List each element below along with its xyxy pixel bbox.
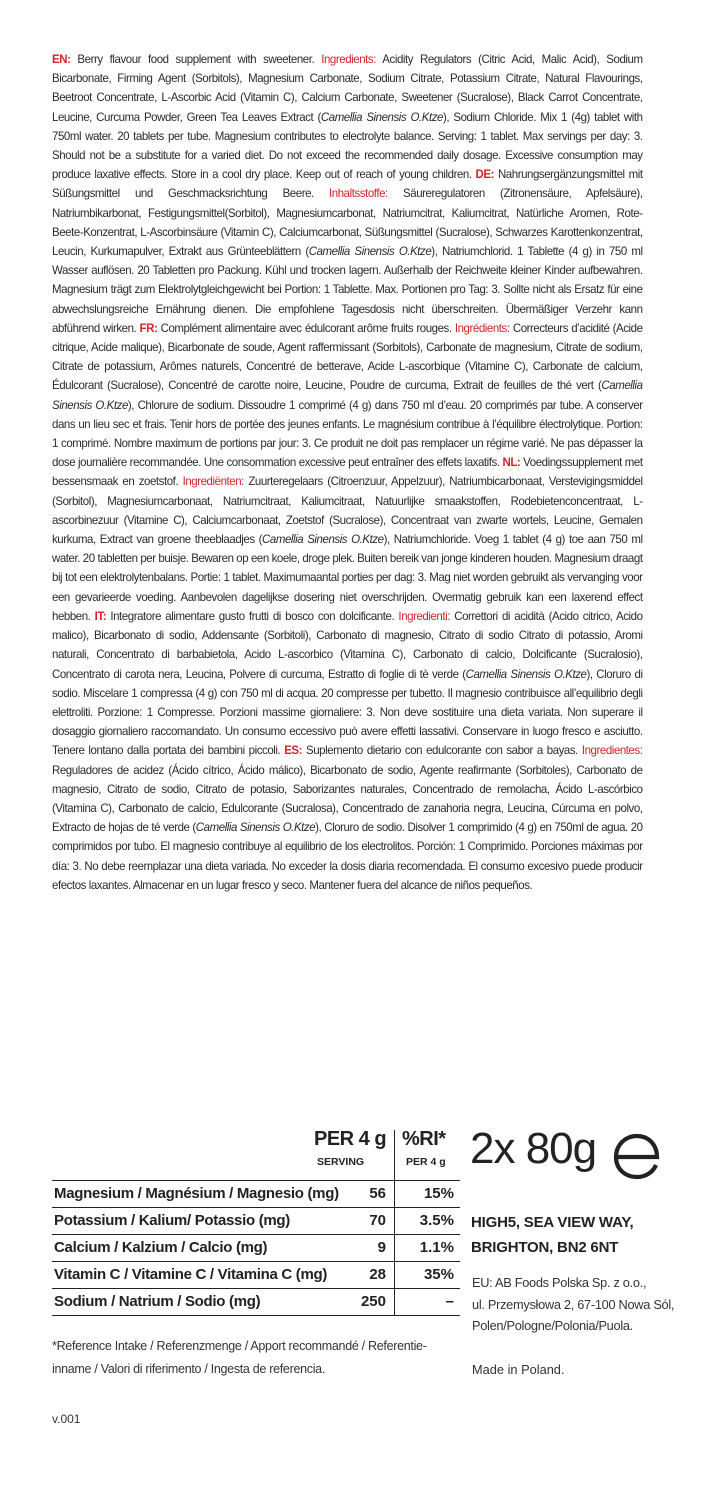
eu-line-1: EU: AB Foods Polska Sp. z o.o., [472, 1275, 647, 1290]
nutrient-ri: 1.1% [419, 1239, 454, 1256]
lang-code-nl: NL: [502, 455, 521, 470]
net-weight: 2x 80g [470, 1124, 597, 1173]
fr-latin-name: Camellia Sinensis O.Ktze [52, 378, 643, 412]
e-mark-icon [610, 1130, 664, 1182]
column-divider [394, 1289, 395, 1315]
ri-subheading: PER 4 g [406, 1156, 446, 1168]
nutrient-name: Magnesium / Magnésium / Magnesio (mg) [54, 1185, 339, 1202]
en-ingredients-text: Acidity Regulators (Citric Acid, Malic Acid), Sodium Bicarbonate, Firming Agent (Sorbitols), Magnesium Carbonate, Sodium Citrate, Potassium Citrate, Natural Flavourings, Beetroot Concentrate, L-Ascorbic Acid (Vitamin C), Calcium Carbonate, Sweetener (Sucralose), Black Carrot Concentrate, Leucine, Curcuma Powder, Green Tea Leaves Extract ( [52, 52, 643, 124]
nutrient-value: 250 [360, 1293, 386, 1310]
country-of-origin: Made in Poland. [472, 1362, 565, 1377]
es-ingredients-label: Ingredientes: [581, 743, 643, 758]
de-description: Nahrungsergänzungsmittel mit Süßungsmittel und Geschmacksrichtung Beere. [52, 167, 643, 201]
nutrition-table [52, 1128, 460, 1316]
nutrient-name: Potassium / Kalium/ Potassio (mg) [54, 1212, 290, 1229]
it-description: Integratore alimentare gusto frutti di bosco con dolcificante. [106, 608, 399, 623]
es-ingredients-text: Reguladores de acidez (Ácido cítrico, Ácido málico), Bicarbonato de sodio, Agente reafirmante (Sorbitoles), Carbonato de magnesio, Citrato de sodio, Citrato de potasio, Saborizantes naturales, Concentrado de remolacha, Ácido L-ascórbico (Vitamina C), Carbonato de calcio, Edulcorante (Sucralosa), Concentrado de zanahoria negra, Leucina, Cúrcuma en polvo, Extracto de hojas de té verde ( [52, 762, 643, 835]
nutrition-table-header [52, 1128, 460, 1180]
en-directions-text: ), Sodium Chloride. Mix 1 (4g) tablet with 750ml water. 20 tablets per tube. Magnesium contributes to electrolyte balance. Serving: 1 tablet. Max servings per day: 3. Should not be a substitute for a varied diet. Do not exceed the recommended daily dosage. Excessive consumption may produce laxative effects. Store in a cool dry place. Keep out of reach of young children. [52, 109, 643, 182]
nutrient-name: Vitamin C / Vitamine C / Vitamina C (mg) [54, 1266, 328, 1283]
de-ingredients-label: Inhaltsstoffe: [329, 186, 388, 201]
ri-heading: %RI* [402, 1128, 446, 1150]
fr-ingredients-label: Ingrédients: [454, 320, 510, 335]
column-divider [394, 1235, 395, 1261]
nutrition-row [52, 1234, 460, 1261]
fr-ingredients-text: Correcteurs d’acidité (Acide citrique, Acide malique), Bicarbonate de soude, Agent raffermissant (Sorbitols), Carbonate de magnesium, Citrate de sodium, Citrate de potassium, Arômes naturels, Concentré de betterave, Acide L-ascorbique (Vitamine C), Carbonate de calcium, Édulcorant (Sucralose), Concentré de carotte noire, Leucine, Poudre de curcuma, Extrait de feuilles de thé vert ( [52, 320, 643, 393]
column-divider [394, 1208, 395, 1234]
lang-code-es: ES: [284, 743, 303, 758]
per-serving-heading: PER 4 g [314, 1128, 387, 1150]
it-directions-text: ), Cloruro di sodio. Miscelare 1 compressa (4 g) con 750 ml di acqua. 20 compresse per tubetto. Il magnesio contribuisce all’equilibrio degli elettroliti. Porzione: 1 Compresse. Porzioni massime giornaliere: 3. Non deve sostituire una dieta variata. Non superare il dosaggio giornaliero raccomandato. Un consumo eccessivo può avere effetti lassativi. Conservare in luogo fresco e asciutto. Tenere lontano dalla portata dei bambini piccoli. [52, 666, 643, 758]
nutrition-row [52, 1288, 460, 1316]
it-latin-name: Camellia Sinensis O.Ktze [465, 666, 587, 681]
nutrient-value: 28 [369, 1266, 386, 1283]
nutrient-name: Calcium / Kalzium / Calcio (mg) [54, 1239, 268, 1256]
fr-directions-text: ), Chlorure de sodium. Dissoudre 1 comprimé (4 g) dans 750 ml d’eau. 20 comprimés par tube. A conserver dans un lieu sec et frais. Tenir hors de portée des jeunes enfants. Le magnésium contribue à l’équilibre électrolytique. Portion: 1 comprimé. Nombre maximum de portions par jour: 3. Ce produit ne doit pas remplacer un régime varié. Ne pas dépasser la dose journalière recommandée. Une consommation excessive peut entraîner des effets laxatifs. [52, 397, 643, 470]
nutrition-row [52, 1261, 460, 1288]
nl-ingredients-label: Ingrediënten: [182, 474, 244, 489]
nl-ingredients-text: Zuurteregelaars (Citroenzuur, Appelzuur), Natriumbicarbonaat, Verstevigingsmiddel (Sorbitol), Magnesiumcarbonaat, Natriumcitraat, Kaliumcitraat, Natuurlijke smaakstoffen, Rodebietenconcentraat, L-ascorbinezuur (Vitamine C), Calciumcarbonaat, Zoetstof (Sucralose), Concentraat van zwarte wortels, Leucine, Gemalen kurkuma, Extract van groene theeblaadjes ( [52, 474, 643, 547]
es-description: Suplemento dietario con edulcorante con sabor a bayas. [302, 743, 582, 758]
nutrient-ri: 15% [423, 1185, 454, 1202]
eu-line-3: Polen/Pologne/Polonia/Puola. [472, 1318, 633, 1333]
lang-code-de: DE: [475, 167, 495, 182]
address-line-1: HIGH5, SEA VIEW WAY, [471, 1214, 634, 1231]
nutrient-value: 56 [369, 1185, 386, 1202]
nutrient-ri: – [445, 1293, 454, 1310]
header-divider [394, 1130, 395, 1180]
nutrient-name: Sodium / Natrium / Sodio (mg) [54, 1293, 261, 1310]
lang-code-it: IT: [94, 608, 107, 623]
es-directions-text: ), Cloruro de sodio. Disolver 1 comprimido (4 g) en 750ml de agua. 20 comprimidos por tubo. El magnesio contribuye al equilibrio de los electrolitos. Porción: 1 Comprimido. Porciones máximas por día: 3. No debe reemplazar una dieta variada. No exceder la dosis diaria recomendada. El consumo excesivo puede producir efectos laxantes. Almacenar en un lugar fresco y seco. Mantener fuera del alcance de niños pequeños. [52, 820, 643, 892]
column-divider [394, 1181, 395, 1207]
nl-latin-name: Camellia Sinensis O.Ktze [262, 532, 384, 547]
nl-directions-text: ), Natriumchloride. Voeg 1 tablet (4 g) toe aan 750 ml water. 20 tabletten per buisje. Bewaren op een koele, droge plek. Buiten bereik van jonge kinderen houden. Magnesium draagt bij tot een elektrolytenbalans. Portie: 1 tablet. Maximumaantal porties per dag: 3. Mag niet worden gebruikt als vervanging voor een gevarieerde voeding. Aanbevolen dagelijkse dosering niet overschrijden. Overmatig gebruik kan een laxerend effect hebben. [52, 532, 643, 623]
en-description: Berry flavour food supplement with sweetener. [70, 52, 322, 66]
es-latin-name: Camellia Sinensis O.Ktze [195, 820, 316, 835]
it-ingredients-label: Ingredienti: [398, 608, 451, 623]
serving-subheading: SERVING [317, 1156, 365, 1168]
eu-line-2: ul. Przemysłowa 2, 67-100 Nowa Sól, [472, 1296, 675, 1312]
version-label: v.001 [52, 1412, 81, 1426]
lang-code-en: EN: [52, 52, 71, 66]
nutrient-ri: 3.5% [419, 1212, 454, 1229]
fr-description: Complément alimentaire avec édulcorant arôme fruits rouges. [157, 320, 455, 335]
multilingual-ingredients-text [52, 50, 643, 895]
nutrition-row [52, 1207, 460, 1234]
nutrient-value: 70 [369, 1212, 386, 1229]
reference-intake-footnote: *Reference Intake / Referenzmenge / Apport recommandé / Referentie-inname / Valori di riferimento / Ingesta de referencia. [52, 1339, 427, 1376]
lang-code-fr: FR: [139, 320, 158, 335]
nutrition-rows [52, 1180, 460, 1316]
de-ingredients-text: Säureregulatoren (Zitronensäure, Apfelsäure), Natriumbikarbonat, Festigungsmittel(Sorbitol), Magnesiumcarbonat, Natriumcitrat, Kaliumcitrat, Natürliche Aromen, Rote-Beete-Konzentrat, L-Ascorbinsäure (Vitamin C), Calciumcarbonat, Süßungsmittel (Sucralose), Schwarzes Karottenkonzentrat, Leucin, Kurkumapulver, Extrakt aus Grünteeblättern ( [52, 186, 643, 259]
en-latin-name: Camellia Sinensis O.Ktze [320, 109, 443, 124]
nutrition-row [52, 1180, 460, 1207]
nutrient-value: 9 [377, 1239, 386, 1256]
de-directions-text: ), Natriumchlorid. 1 Tablette (4 g) in 750 ml Wasser auflösen. 20 Tabletten pro Packung. Kühl und trocken lagern. Außerhalb der Reichweite kleiner Kinder aufbewahren. Magnesium trägt zum Elektrolytgleichgewicht bei Portion: 1 Tablette. Max. Portionen pro Tag: 3. Sollte nicht als Ersatz für eine abwechslungsreiche Ernährung dienen. Die empfohlene Tagesdosis nicht überschreiten. Übermäßiger Verzehr kann abführend wirken. [52, 244, 643, 335]
address-line-2: BRIGHTON, BN2 6NT [471, 1239, 619, 1256]
de-latin-name: Camellia Sinensis O.Ktze [308, 244, 432, 259]
column-divider [394, 1262, 395, 1288]
nutrient-ri: 35% [423, 1266, 454, 1283]
it-ingredients-text: Correttori di acidità (Acido citrico, Acido malico), Bicarbonato di sodio, Addensante (Sorbitoli), Carbonato di magnesio, Citrato di sodio Citrato di potassio, Aromi naturali, Concentrato di barbabietola, Acido L-ascorbico (Vitamina C), Carbonato di calcio, Dolcificante (Sucralosio), Concentrato di carota nera, Leucina, Polvere di curcuma, Estratto di foglie di tè verde ( [52, 608, 643, 681]
en-ingredients-label: Ingredients: [321, 52, 376, 66]
nl-description: Voedingssupplement met bessensmaak en zoetstof. [52, 455, 643, 489]
eu-representative [472, 1272, 674, 1337]
manufacturer-address [471, 1210, 633, 1260]
